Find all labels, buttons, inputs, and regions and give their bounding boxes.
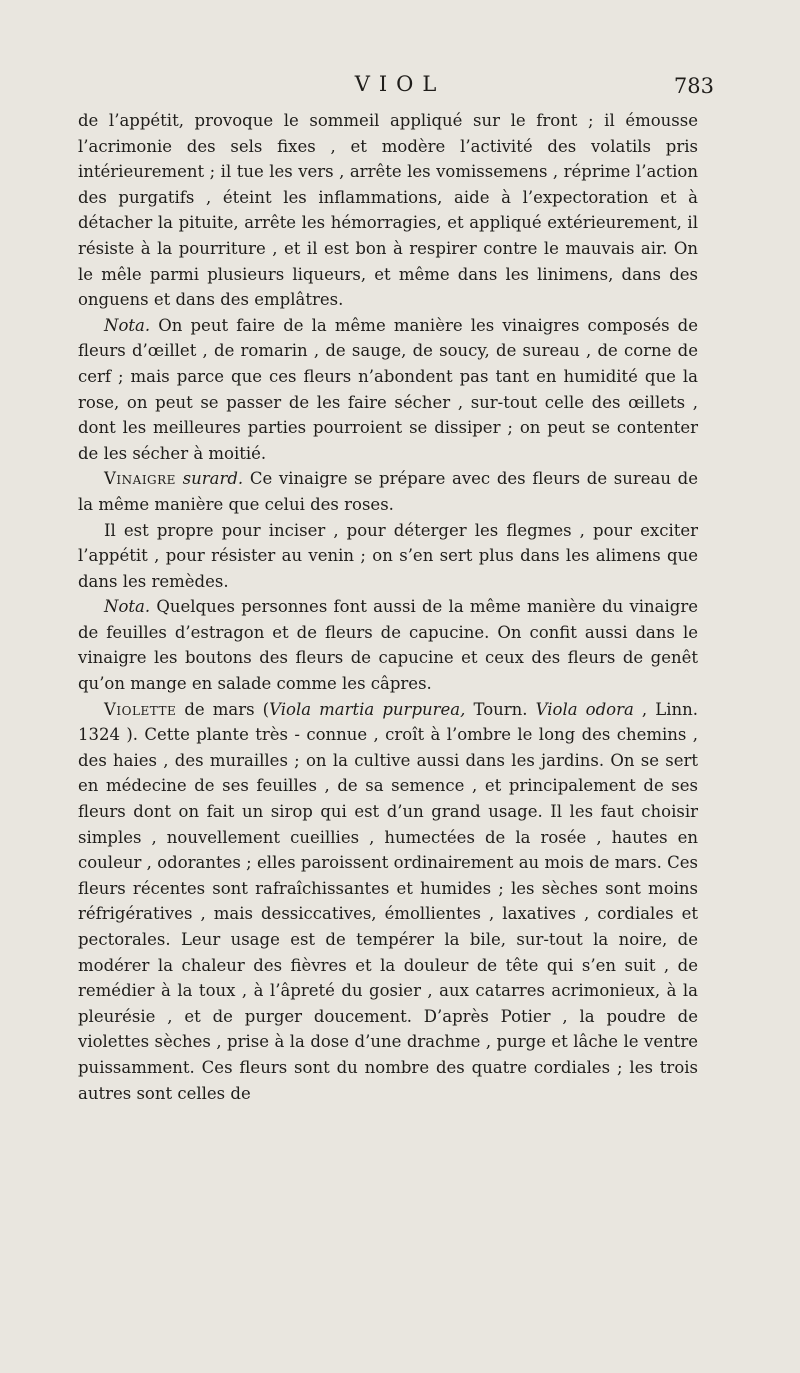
entry-head-italic: surard. xyxy=(182,469,244,489)
paragraph-nota-1 xyxy=(78,313,698,467)
entry-violette xyxy=(78,697,698,1107)
body-text xyxy=(78,108,698,1106)
entry-mid: Tourn. xyxy=(465,699,536,719)
page-header xyxy=(72,72,728,106)
page-number: 783 xyxy=(673,74,714,98)
paragraph-nota-1-text: On peut faire de la même manière les vinaigres composés de fleurs d’œillet , de romarin , de sauge, de soucy, de sureau , de corne de cerf ; mais parce que ces fleurs n’abondent pas tant en humidité que la rose, on peut se passer de les faire sécher , sur-tout celle des œillets , dont les meilleures parties pourroient se dissiper ; on peut se contenter de les sécher à moitié. xyxy=(78,315,698,463)
entry-rest: , Linn. 1324 ). Cette plante très - connue , croît à l’ombre le long des chemins , des haies , des murailles ; on la cultive aussi dans les jardins. On se sert en médecine de ses feuilles , de sa semence , et principalement de ses fleurs dont on fait un sirop qui est d’un grand usage. Il les faut choisir simples , nouvellement cueillies , humectées de la rosée , hautes en couleur , odorantes ; elles paroissent ordinairement au mois de mars. Ces fleurs récentes sont rafraîchissantes et humides ; les sèches sont moins réfrigératives , mais dessiccatives, émollientes , laxatives , cordiales et pectorales. Leur usage est de tempérer la bile, sur-tout la noire, de modérer la chaleur des fièvres et la douleur de tête qui s’en suit , de remédier à la toux , à l’âpreté du gosier , aux catarres acrimonieux, à la pleurésie , et de purger doucement. D’après Potier , la poudre de violettes sèches , prise à la dose d’une drachme , purge et lâche le ventre puissamment. Ces fleurs sont du nombre des quatre cordiales ; les trois autres sont celles de xyxy=(78,699,698,1103)
entry-head: Violette xyxy=(104,699,177,719)
running-head: VIOL xyxy=(354,72,446,96)
paragraph-nota-2 xyxy=(78,594,698,696)
latin-name-1: Viola martia purpurea, xyxy=(269,699,466,719)
nota-label: Nota. xyxy=(104,597,151,617)
paragraph-nota-2-text: Quelques personnes font aussi de la même manière du vinaigre de feuilles d’estragon et de fleurs de capucine. On confit aussi dans le vinaigre les boutons des fleurs de capucine et ceux des fleurs de genêt qu’on mange en salade comme les câpres. xyxy=(78,597,698,694)
entry-head: Vinaigre xyxy=(104,469,176,489)
paragraph-1-text: de l’appétit, provoque le sommeil appliqué sur le front ; il émousse l’acrimonie des sels fixes , et modère l’activité des volatils pris intérieurement ; il tue les vers , arrête les vomissemens , réprime l’action des purgatifs , éteint les inflammations, aide à l’expectoration et à détacher la pituite, arrête les hémorragies, et appliqué extérieurement, il résiste à la pourriture , et il est bon à respirer contre le mauvais air. On le mêle parmi plusieurs liqueurs, et même dans les linimens, dans des onguens et dans des emplâtres. xyxy=(78,111,698,310)
paragraph-usage-text: Il est propre pour inciser , pour déterger les flegmes , pour exciter l’appétit , pour résister au venin ; on s’en sert plus dans les alimens que dans les remèdes. xyxy=(78,520,698,591)
entry-intro: de mars ( xyxy=(176,699,270,719)
entry-text: Ce vinaigre se prépare avec des fleurs de sureau de la même manière que celui des roses. xyxy=(78,469,698,514)
nota-label: Nota. xyxy=(104,315,151,335)
paragraph-usage xyxy=(78,518,698,595)
entry-vinaigre-surard xyxy=(78,466,698,517)
paragraph-1 xyxy=(78,108,698,313)
latin-name-2: Viola odora xyxy=(535,699,634,719)
